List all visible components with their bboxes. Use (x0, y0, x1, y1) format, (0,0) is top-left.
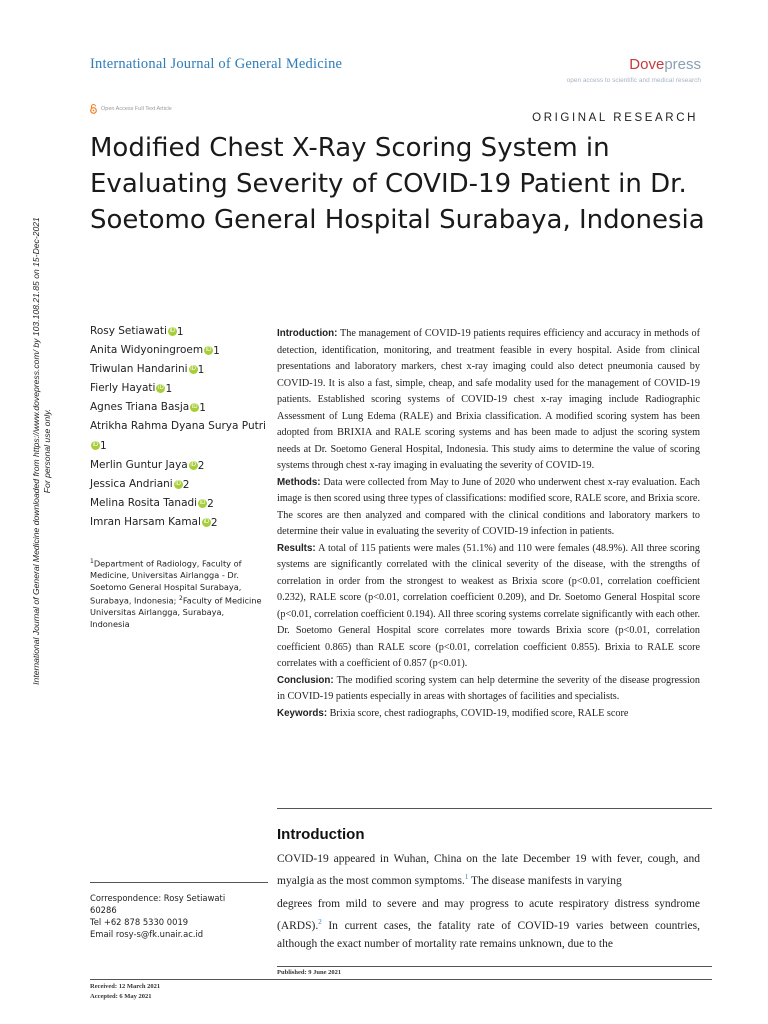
abstract-methods (277, 475, 700, 541)
abstract-conclusion-text: The modified scoring system can help determine the severity of the disease progression in COVID-19 patients especially in areas with shortages of facilities and specialists. (277, 674, 700, 702)
affiliations (90, 556, 265, 630)
author-affiliation-number: 1 (197, 364, 205, 376)
author-item[interactable] (90, 494, 270, 513)
author-affiliation-number: 1 (165, 383, 173, 395)
author-item[interactable] (90, 322, 270, 341)
abstract-results-label: Results: (277, 542, 316, 554)
side-note-line2: For personal use only. (42, 408, 52, 494)
author-name[interactable]: Melina Rosita Tanadi (90, 497, 198, 509)
open-access-label: Open Access Full Text Article (101, 106, 172, 112)
author-name[interactable]: Merlin Guntur Jaya (90, 459, 188, 471)
abstract-methods-label: Methods: (277, 476, 321, 488)
intro-text: COVID-19 appeared in Wuhan, China on the late December 19 with fever, cough, and myalgia as the most common symptoms. (277, 853, 700, 887)
intro-text: degrees from mild to severe and may progress to acute respiratory distress syndrome (ARDS). (277, 898, 700, 932)
abstract-results (277, 541, 700, 673)
abstract-conclusion (277, 673, 700, 706)
correspondence-postcode: 60286 (90, 905, 117, 915)
abstract-introduction (277, 326, 700, 475)
author-affiliation-number: 2 (182, 479, 190, 491)
introduction-heading: Introduction (277, 826, 365, 843)
author-item[interactable] (90, 475, 270, 494)
author-item[interactable] (90, 398, 270, 417)
received-date: Received: 12 March 2021 (90, 983, 161, 990)
author-affiliation-number: 2 (210, 517, 218, 529)
author-affiliation-number: 2 (207, 498, 214, 510)
journal-name[interactable]: International Journal of General Medicine (90, 56, 343, 72)
abstract-divider (277, 808, 712, 809)
orcid-icon[interactable]: iD (191, 403, 198, 410)
publisher-logo-main: Dove (629, 56, 665, 73)
orcid-icon[interactable]: iD (190, 461, 197, 468)
publisher-tagline: open access to scientific and medical research (566, 77, 701, 84)
side-note-line1: International Journal of General Medicine downloaded from https://www.dovepress.com/ by 103.108.21.85 on 15-Dec-2021 (31, 217, 41, 685)
author-item[interactable] (90, 513, 270, 532)
published-date: Published: 9 June 2021 (277, 969, 342, 976)
open-access-badge (90, 104, 172, 114)
author-name[interactable]: Fierly Hayati (90, 382, 156, 394)
author-list (90, 322, 270, 532)
correspondence-phone: Tel +62 878 5330 0019 (90, 917, 189, 927)
author-name[interactable]: Imran Harsam Kamal (90, 516, 201, 528)
affiliation-number: 2 (179, 595, 183, 603)
introduction-paragraph-1 (277, 850, 700, 890)
abstract-methods-text: Data were collected from May to June of 2020 who underwent chest x-ray evaluation. Each image is then scored using three types of classifications: modified score, RALE score, and Brixia score. The scores are then analyzed and compared with the clinical conditions and laboratory markers to determine their value in evaluating the severity of COVID-19 infection in patients. (277, 476, 700, 537)
orcid-icon[interactable]: iD (169, 327, 176, 334)
article-type: ORIGINAL RESEARCH (532, 112, 698, 124)
abstract-keywords (277, 706, 700, 723)
author-name[interactable]: Agnes Triana Basja (90, 401, 190, 413)
abstract-conclusion-label: Conclusion: (277, 674, 334, 686)
author-name[interactable]: Atrikha Rahma Dyana Surya Putri (90, 420, 266, 432)
affiliation-2: Faculty of Medicine Universitas Airlangga, Surabaya, Indonesia (90, 595, 262, 629)
reference-link[interactable]: 1 (464, 873, 469, 881)
footer-divider (277, 966, 712, 967)
author-item[interactable] (90, 456, 270, 475)
affiliation-1: Department of Radiology, Faculty of Medicine, Universitas Airlangga - Dr. Soetomo General Hospital Surabaya, Surabaya, Indonesia; (90, 558, 242, 606)
correspondence (90, 892, 270, 940)
author-name[interactable]: Triwulan Handarini (90, 363, 188, 375)
orcid-icon[interactable]: iD (205, 346, 212, 353)
orcid-icon[interactable]: iD (190, 365, 196, 372)
publisher-logo[interactable] (629, 56, 701, 73)
author-name[interactable]: Jessica Andriani (90, 478, 173, 490)
author-affiliation-number: 1 (176, 326, 184, 338)
author-name[interactable]: Rosy Setiawati (90, 325, 167, 337)
correspondence-divider (90, 882, 268, 883)
accepted-date: Accepted: 6 May 2021 (90, 993, 152, 1000)
download-side-note (24, 170, 60, 710)
author-affiliation-number: 1 (199, 402, 206, 414)
author-affiliation-number: 1 (100, 440, 107, 452)
orcid-icon[interactable]: iD (199, 499, 206, 506)
footer-divider (90, 979, 712, 980)
abstract-results-text: A total of 115 patients were males (51.1%) and 110 were females (48.9%). All three scoring systems are significantly correlated with the clinical severity of the disease, with the strengths of correlation in order from the strongest to weakest as Brixia score (p<0.01, correlation coefficient 0.232), RALE score (p<0.01, correlation coefficient 0.209), and Dr. Soetomo General Hospital score (p<0.01, correlation coefficient 0.194). All three scoring systems correlate significantly with each other. Dr. Soetomo General Hospital score correlates more towards Brixia score (p<0.01, correlation coefficient 0.865) than RALE score (p<0.01, correlation coefficient 0.855). Brixia to RALE score correlates with a coefficient of 0.857 (p<0.01). (277, 542, 700, 669)
reference-link[interactable]: 2 (318, 918, 322, 926)
intro-text: In current cases, the fatality rate of COVID-19 varies between countries, although the exact number of mortality rate remains unknown, due to the (277, 919, 700, 950)
orcid-icon[interactable]: iD (158, 384, 164, 391)
author-item[interactable] (90, 360, 270, 379)
author-item[interactable] (90, 341, 270, 360)
author-item[interactable] (90, 379, 270, 398)
author-name[interactable]: Anita Widyoningroem (90, 344, 204, 356)
abstract-introduction-text: The management of COVID-19 patients requires efficiency and accuracy in methods of detection, identification, monitoring, and treatment feasible in every hospital. Aside from clinical presentations and laboratory markers, chest x-ray imaging could also detect pneumonia caused by COVID-19. It is also a fast, simple, cheap, and safe modality used for the management of COVID-19 patients. Established scoring systems of COVID-19 chest x-ray imaging include Radiographic Assessment of Lung Edema (RALE) and Brixia classification. A modified scoring system has been adopted from BRIXIA and RALE scoring systems and has been made to adjust the scoring system needs at Dr. Soetomo General Hospital, Indonesia. This study aims to determine the value of scoring systems through chest x-ray imaging in evaluating the severity of COVID-19. (277, 328, 700, 471)
correspondence-email[interactable]: Email rosy-s@fk.unair.ac.id (90, 929, 204, 939)
introduction-paragraph-2 (277, 895, 700, 953)
intro-text: The disease manifests in varying (468, 874, 622, 887)
author-item[interactable] (90, 417, 270, 456)
abstract-keywords-label: Keywords: (277, 707, 328, 719)
publisher-logo-suffix: press (664, 56, 701, 73)
dates (90, 982, 160, 1002)
author-affiliation-number: 1 (213, 345, 220, 357)
orcid-icon[interactable]: iD (175, 480, 182, 487)
abstract-keywords-text: Brixia score, chest radiographs, COVID-19, modified score, RALE score (329, 707, 629, 719)
affiliation-number: 1 (90, 558, 94, 565)
abstract (277, 326, 700, 722)
orcid-icon[interactable]: iD (203, 518, 210, 525)
correspondence-name: Correspondence: Rosy Setiawati (90, 893, 226, 903)
author-affiliation-number: 2 (197, 460, 205, 472)
article-title: Modified Chest X-Ray Scoring System in Evaluating Severity of COVID-19 Patient in Dr. Soetomo General Hospital Surabaya, Indonesia (90, 133, 705, 235)
orcid-icon[interactable]: iD (92, 441, 99, 448)
abstract-introduction-label: Introduction: (277, 328, 338, 339)
open-access-icon (90, 104, 97, 114)
